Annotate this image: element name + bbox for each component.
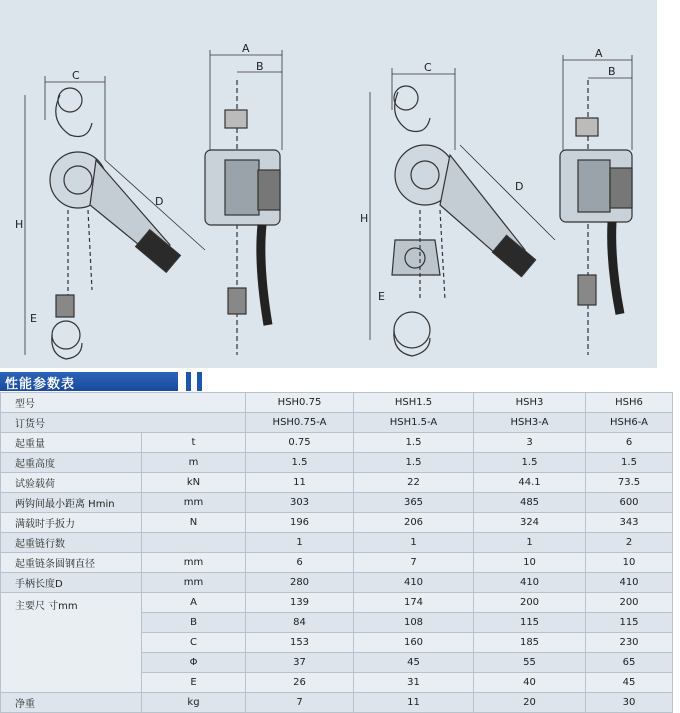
dim-label-a-left: A xyxy=(242,42,250,55)
hoist-front-view-right xyxy=(392,86,536,356)
value-cell: 324 xyxy=(474,513,586,533)
row-label: 满载时手扳力 xyxy=(1,513,142,533)
value-cell: 6 xyxy=(586,433,673,453)
value-cell: 1.5 xyxy=(474,453,586,473)
value-cell: 303 xyxy=(246,493,354,513)
order-code-cell: HSH0.75-A xyxy=(246,413,354,433)
value-cell: 108 xyxy=(354,613,474,633)
hoist-line-drawings xyxy=(0,0,657,368)
table-row xyxy=(1,533,673,553)
value-cell: 115 xyxy=(474,613,586,633)
dim-label-a-right: A xyxy=(595,47,603,60)
row-label: 起重高度 xyxy=(1,453,142,473)
value-cell: 73.5 xyxy=(586,473,673,493)
hoist-side-view-left xyxy=(205,80,280,355)
row-unit xyxy=(142,533,246,553)
row-unit: m xyxy=(142,453,246,473)
row-label: 起重量 xyxy=(1,433,142,453)
value-cell: 230 xyxy=(586,633,673,653)
order-code-cell: HSH6-A xyxy=(586,413,673,433)
value-cell: 22 xyxy=(354,473,474,493)
value-cell: 185 xyxy=(474,633,586,653)
value-cell: 6 xyxy=(246,553,354,573)
dim-sub-label: C xyxy=(142,633,246,653)
value-cell: 365 xyxy=(354,493,474,513)
table-row xyxy=(1,553,673,573)
hoist-side-view-right xyxy=(560,80,632,355)
order-code-cell: HSH1.5-A xyxy=(354,413,474,433)
dim-label-h-right: H xyxy=(360,212,369,225)
value-cell: 196 xyxy=(246,513,354,533)
value-cell: 11 xyxy=(354,693,474,713)
value-cell: 0.75 xyxy=(246,433,354,453)
section-title: 性能参数表 xyxy=(5,377,76,392)
value-cell: 1.5 xyxy=(586,453,673,473)
hoist-front-view-left xyxy=(50,88,180,359)
value-cell: 200 xyxy=(586,593,673,613)
row-unit: kg xyxy=(142,693,246,713)
value-cell: 206 xyxy=(354,513,474,533)
dim-label-h-left: H xyxy=(15,218,24,231)
value-cell: 31 xyxy=(354,673,474,693)
model-cell: HSH6 xyxy=(586,393,673,413)
dim-label-e-right: E xyxy=(378,290,385,303)
title-decoration-bar xyxy=(197,372,202,391)
value-cell: 153 xyxy=(246,633,354,653)
order-label: 订货号 xyxy=(1,413,246,433)
table-row xyxy=(1,433,673,453)
value-cell: 1 xyxy=(354,533,474,553)
value-cell: 37 xyxy=(246,653,354,673)
row-label: 两钩间最小距离 Hmin xyxy=(1,493,142,513)
row-unit: N xyxy=(142,513,246,533)
value-cell: 1 xyxy=(246,533,354,553)
row-unit: mm xyxy=(142,493,246,513)
value-cell: 200 xyxy=(474,593,586,613)
value-cell: 1.5 xyxy=(246,453,354,473)
spec-table xyxy=(0,392,673,713)
value-cell: 7 xyxy=(246,693,354,713)
value-cell: 1 xyxy=(474,533,586,553)
title-decoration-bar xyxy=(186,372,191,391)
value-cell: 10 xyxy=(586,553,673,573)
row-label: 净重 xyxy=(1,693,142,713)
header-label: 型号 xyxy=(1,393,246,413)
value-cell: 139 xyxy=(246,593,354,613)
value-cell: 11 xyxy=(246,473,354,493)
dim-label-d-left: D xyxy=(155,195,164,208)
value-cell: 115 xyxy=(586,613,673,633)
table-row xyxy=(1,453,673,473)
value-cell: 55 xyxy=(474,653,586,673)
value-cell: 174 xyxy=(354,593,474,613)
model-cell: HSH0.75 xyxy=(246,393,354,413)
value-cell: 600 xyxy=(586,493,673,513)
value-cell: 1.5 xyxy=(354,433,474,453)
section-title-band xyxy=(0,372,178,391)
value-cell: 20 xyxy=(474,693,586,713)
table-row xyxy=(1,473,673,493)
order-code-cell: HSH3-A xyxy=(474,413,586,433)
value-cell: 410 xyxy=(586,573,673,593)
table-row xyxy=(1,573,673,593)
dim-sub-label: B xyxy=(142,613,246,633)
value-cell: 280 xyxy=(246,573,354,593)
row-label: 起重链行数 xyxy=(1,533,142,553)
value-cell: 84 xyxy=(246,613,354,633)
value-cell: 44.1 xyxy=(474,473,586,493)
dim-sub-label: Φ xyxy=(142,653,246,673)
table-row xyxy=(1,413,673,433)
row-unit: mm xyxy=(142,573,246,593)
value-cell: 485 xyxy=(474,493,586,513)
dim-group-label: 主要尺 寸mm xyxy=(1,593,142,693)
value-cell: 45 xyxy=(586,673,673,693)
value-cell: 410 xyxy=(354,573,474,593)
table-row xyxy=(1,693,673,713)
table-row xyxy=(1,593,673,613)
value-cell: 40 xyxy=(474,673,586,693)
row-unit: t xyxy=(142,433,246,453)
dim-label-d-right: D xyxy=(515,180,524,193)
dim-label-e-left: E xyxy=(30,312,37,325)
model-cell: HSH3 xyxy=(474,393,586,413)
value-cell: 30 xyxy=(586,693,673,713)
value-cell: 7 xyxy=(354,553,474,573)
dim-label-b-left: B xyxy=(256,60,264,73)
section-title-bar xyxy=(0,372,210,391)
table-row xyxy=(1,513,673,533)
value-cell: 10 xyxy=(474,553,586,573)
value-cell: 343 xyxy=(586,513,673,533)
table-row xyxy=(1,493,673,513)
row-label: 试验载荷 xyxy=(1,473,142,493)
dim-sub-label: A xyxy=(142,593,246,613)
value-cell: 65 xyxy=(586,653,673,673)
table-row xyxy=(1,393,673,413)
technical-drawing xyxy=(0,0,657,368)
dim-label-c-left: C xyxy=(72,69,80,82)
dim-label-b-right: B xyxy=(608,65,616,78)
model-cell: HSH1.5 xyxy=(354,393,474,413)
value-cell: 26 xyxy=(246,673,354,693)
value-cell: 3 xyxy=(474,433,586,453)
dim-sub-label: E xyxy=(142,673,246,693)
value-cell: 160 xyxy=(354,633,474,653)
value-cell: 1.5 xyxy=(354,453,474,473)
row-unit: kN xyxy=(142,473,246,493)
value-cell: 2 xyxy=(586,533,673,553)
dim-label-c-right: C xyxy=(424,61,432,74)
value-cell: 45 xyxy=(354,653,474,673)
value-cell: 410 xyxy=(474,573,586,593)
row-label: 手柄长度D xyxy=(1,573,142,593)
row-label: 起重链条圆钢直径 xyxy=(1,553,142,573)
row-unit: mm xyxy=(142,553,246,573)
